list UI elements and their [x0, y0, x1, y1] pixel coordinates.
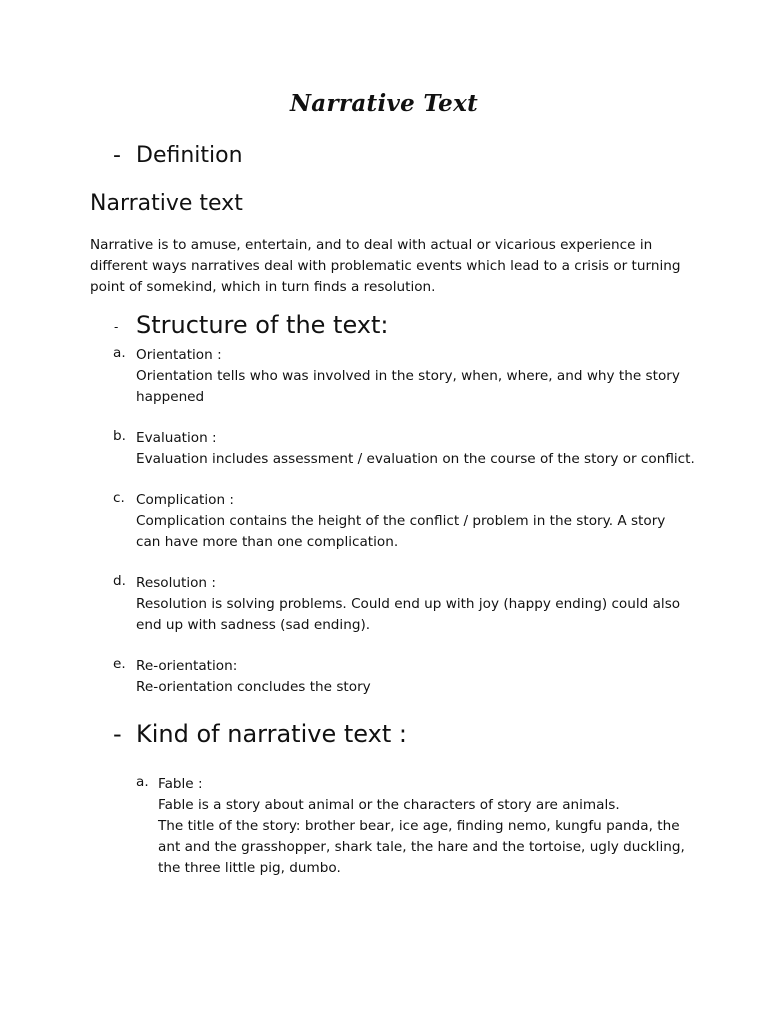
item-label: Orientation :	[136, 347, 222, 363]
list-marker: c.	[113, 490, 125, 506]
kind-bullet: -	[113, 720, 122, 748]
structure-bullet: -	[114, 320, 119, 334]
list-item-orientation	[136, 345, 680, 408]
item-label: Fable :	[158, 776, 203, 792]
item-line: Resolution is solving problems. Could end up with joy (happy ending) could also	[136, 596, 681, 612]
item-label: Complication :	[136, 492, 234, 508]
structure-heading: Structure of the text:	[136, 311, 389, 339]
item-line: The title of the story: brother bear, ice age, finding nemo, kungfu panda, the	[158, 818, 680, 834]
item-label: Re-orientation:	[136, 658, 238, 674]
item-line: can have more than one complication.	[136, 534, 399, 550]
item-line: Evaluation includes assessment / evaluation on the course of the story or conflict.	[136, 451, 695, 467]
item-line: Orientation tells who was involved in the story, when, where, and why the story	[136, 368, 680, 384]
list-item-resolution	[136, 573, 680, 636]
definition-heading: Definition	[136, 143, 243, 168]
intro-line: different ways narratives deal with problematic events which lead to a crisis or turning	[90, 258, 681, 274]
list-marker: a.	[136, 774, 149, 790]
intro-line: Narrative is to amuse, entertain, and to deal with actual or vicarious experience in	[90, 237, 653, 253]
list-item-fable	[158, 774, 685, 879]
item-line: Re-orientation concludes the story	[136, 679, 371, 695]
list-marker: d.	[113, 573, 126, 589]
item-label: Resolution :	[136, 575, 216, 591]
kind-heading: Kind of narrative text :	[136, 720, 407, 748]
definition-bullet: -	[113, 143, 121, 168]
item-line: Fable is a story about animal or the characters of story are animals.	[158, 797, 620, 813]
list-item-evaluation	[136, 428, 695, 470]
item-line: Complication contains the height of the conflict / problem in the story. A story	[136, 513, 666, 529]
intro-paragraph	[90, 235, 681, 298]
item-line: happened	[136, 389, 205, 405]
section-heading: Narrative text	[90, 191, 243, 216]
list-item-complication	[136, 490, 665, 553]
item-line: the three little pig, dumbo.	[158, 860, 341, 876]
list-marker: e.	[113, 656, 126, 672]
item-label: Evaluation :	[136, 430, 217, 446]
list-marker: a.	[113, 345, 126, 361]
item-line: ant and the grasshopper, shark tale, the hare and the tortoise, ugly duckling,	[158, 839, 685, 855]
list-marker: b.	[113, 428, 126, 444]
list-item-reorientation	[136, 656, 371, 698]
page-title: Narrative Text	[289, 90, 479, 117]
item-line: end up with sadness (sad ending).	[136, 617, 371, 633]
intro-line: point of somekind, which in turn finds a resolution.	[90, 279, 436, 295]
